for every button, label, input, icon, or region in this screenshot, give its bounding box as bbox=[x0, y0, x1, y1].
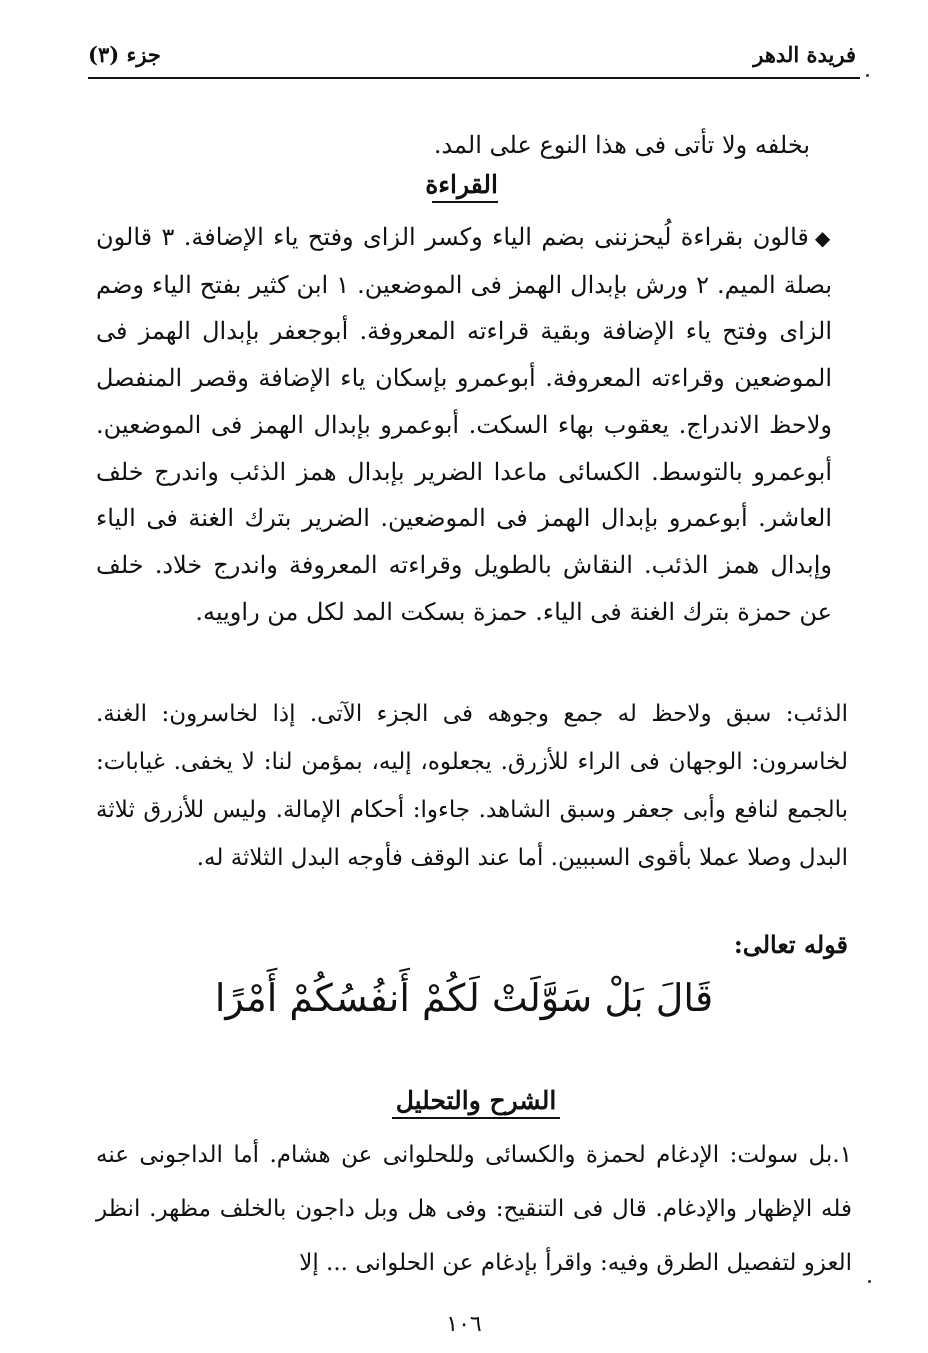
section-heading-sharh: الشرح والتحليل bbox=[392, 1086, 560, 1119]
section-heading-qiraah: القراءة bbox=[432, 170, 498, 203]
quran-verse: قَالَ بَلْ سَوَّلَتْ لَكُمْ أَنفُسُكُمْ أَمْرًا bbox=[214, 976, 714, 1020]
notes-paragraph: الذئب: سبق ولاحظ له جمع وجوهه فى الجزء الآتى. إذا لخاسرون: الغنة. لخاسرون: الوجهان فى الراء للأزرق. يجعلوه، إليه، بمؤمن لنا: لا يخفى. غيابات: بالجمع لنافع وأبى جعفر وسبق الشاهد. جاءوا: أحكام الإمالة. وليس للأزرق ثلاثة البدل وصلا عملا بأقوى السببين. أما عند الوقف فأوجه البدل الثلاثة له. bbox=[96, 701, 848, 871]
qiraah-paragraph-text: قالون بقراءة لُيحزننى بضم الياء وكسر الزاى وفتح ياء الإضافة. ٣ قالون بصلة الميم. ٢ ورش بإبدال الهمز فى الموضعين. ١ ابن كثير بفتح الياء وضم الزاى وفتح ياء الإضافة وبقية قراءته المعروفة. أبوجعفر بإبدال الهمز فى الموضعين وقراءته المعروفة. أبوعمرو بإسكان ياء الإضافة وقصر المنفصل ولاحظ الاندراج. يعقوب بهاء السكت. أبوعمرو بإبدال الهمز فى الموضعين. أبوعمرو بالتوسط. الكسائى ماعدا الضرير بإبدال همز الذئب واندرج خلف العاشر. أبوعمرو بإبدال الهمز فى الموضعين. الضرير بترك الغنة فى الياء وإبدال همز الذئب. النقاش بالطويل وقراءته المعروفة واندرج خلاد. خلف عن حمزة بترك الغنة فى الياء. حمزة بسكت المد لكل من راوييه. bbox=[96, 223, 832, 626]
page-number: ١٠٦ bbox=[446, 1312, 482, 1337]
running-header-book-title: فريدة الدهر bbox=[753, 42, 856, 67]
sharh-item-1: ١.بل سولت: الإدغام لحمزة والكسائى وللحلوانى عن هشام. أما الداجونى عنه فله الإظهار والإدغام. قال فى التنقيح: وفى هل وبل داجون بالخلف مظهر. انظر العزو لتفصيل الطرق وفيه: واقرأ بإدغام عن الحلوانى ... إلا bbox=[96, 1142, 852, 1276]
scan-speck bbox=[868, 1280, 871, 1283]
running-header-part: جزء (٣) bbox=[88, 42, 161, 67]
bullet-diamond-icon: ◆ bbox=[814, 226, 833, 250]
scan-speck bbox=[866, 74, 869, 77]
qiraah-paragraph bbox=[96, 214, 832, 635]
intro-line: بخلفه ولا تأتى فى هذا النوع على المد. bbox=[433, 131, 810, 159]
verse-intro: قوله تعالى: bbox=[733, 930, 848, 959]
header-rule bbox=[88, 77, 860, 79]
